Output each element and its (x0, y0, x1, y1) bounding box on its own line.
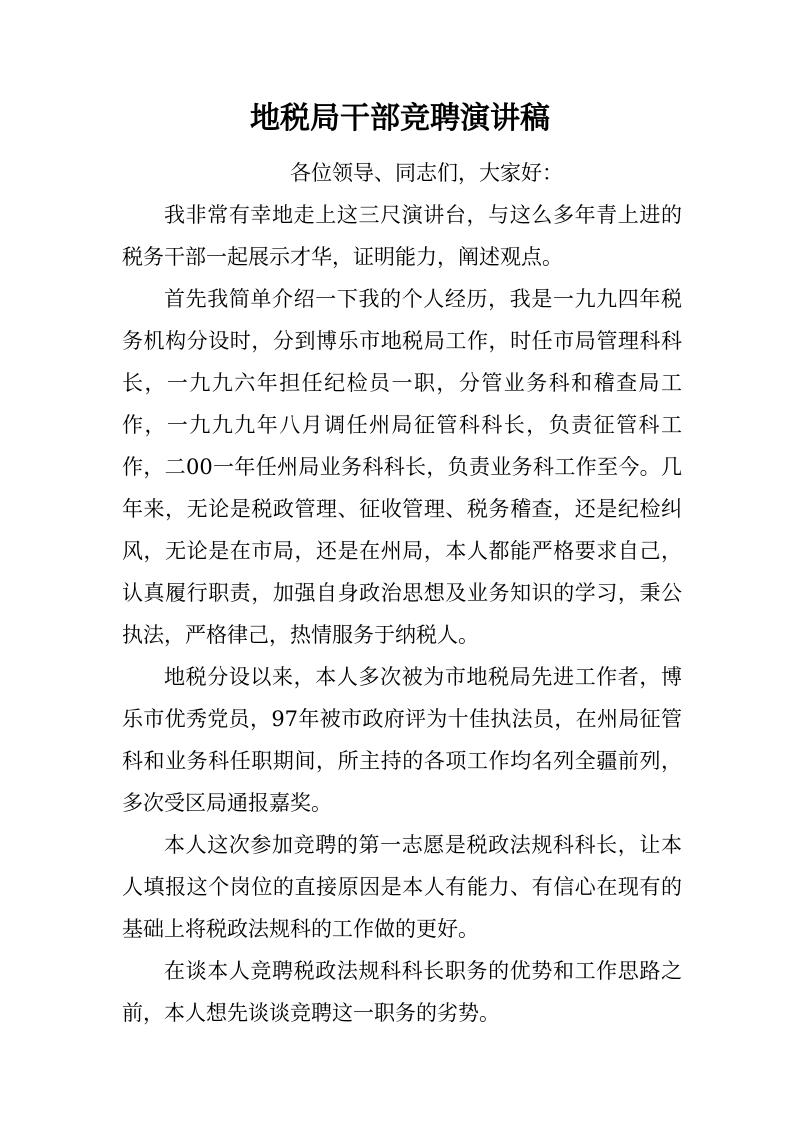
greeting-line: 各位领导、同志们，大家好： (290, 161, 563, 185)
paragraph-1: 我非常有幸地走上这三尺演讲台，与这么多年青上进的税务干部一起展示才华，证明能力，阐述观点。 (122, 203, 682, 269)
document-title: 地税局干部竞聘演讲稿 (250, 101, 550, 136)
paragraph-3: 地税分设以来，本人多次被为市地税局先进工作者，博乐市优秀党员，97年被市政府评为十佳执法员，在州局征管科和业务科任职期间，所主持的各项工作均名列全疆前列，多次受区局通报嘉奖。 (122, 665, 682, 815)
paragraph-4: 本人这次参加竞聘的第一志愿是税政法规科科长，让本人填报这个岗位的直接原因是本人有能力、有信心在现有的基础上将税政法规科的工作做的更好。 (122, 833, 682, 941)
paragraph-2: 首先我简单介绍一下我的个人经历，我是一九九四年税务机构分设时，分到博乐市地税局工作，时任市局管理科科长，一九九六年担任纪检员一职，分管业务科和稽查局工作，一九九九年八月调任州局征管科科长，负责征管科工作，二00一年任州局业务科科长，负责业务科工作至今。几年来，无论是税政管理、征收管理、税务稽查，还是纪检纠风，无论是在市局，还是在州局，本人都能严格要求自己，认真履行职责，加强自身政治思想及业务知识的学习，秉公执法，严格律己，热情服务于纳税人。 (122, 287, 682, 647)
document-body (122, 152, 682, 1034)
paragraph-5: 在谈本人竞聘税政法规科科长职务的优势和工作思路之前，本人想先谈谈竞聘这一职务的劣势。 (122, 959, 682, 1025)
